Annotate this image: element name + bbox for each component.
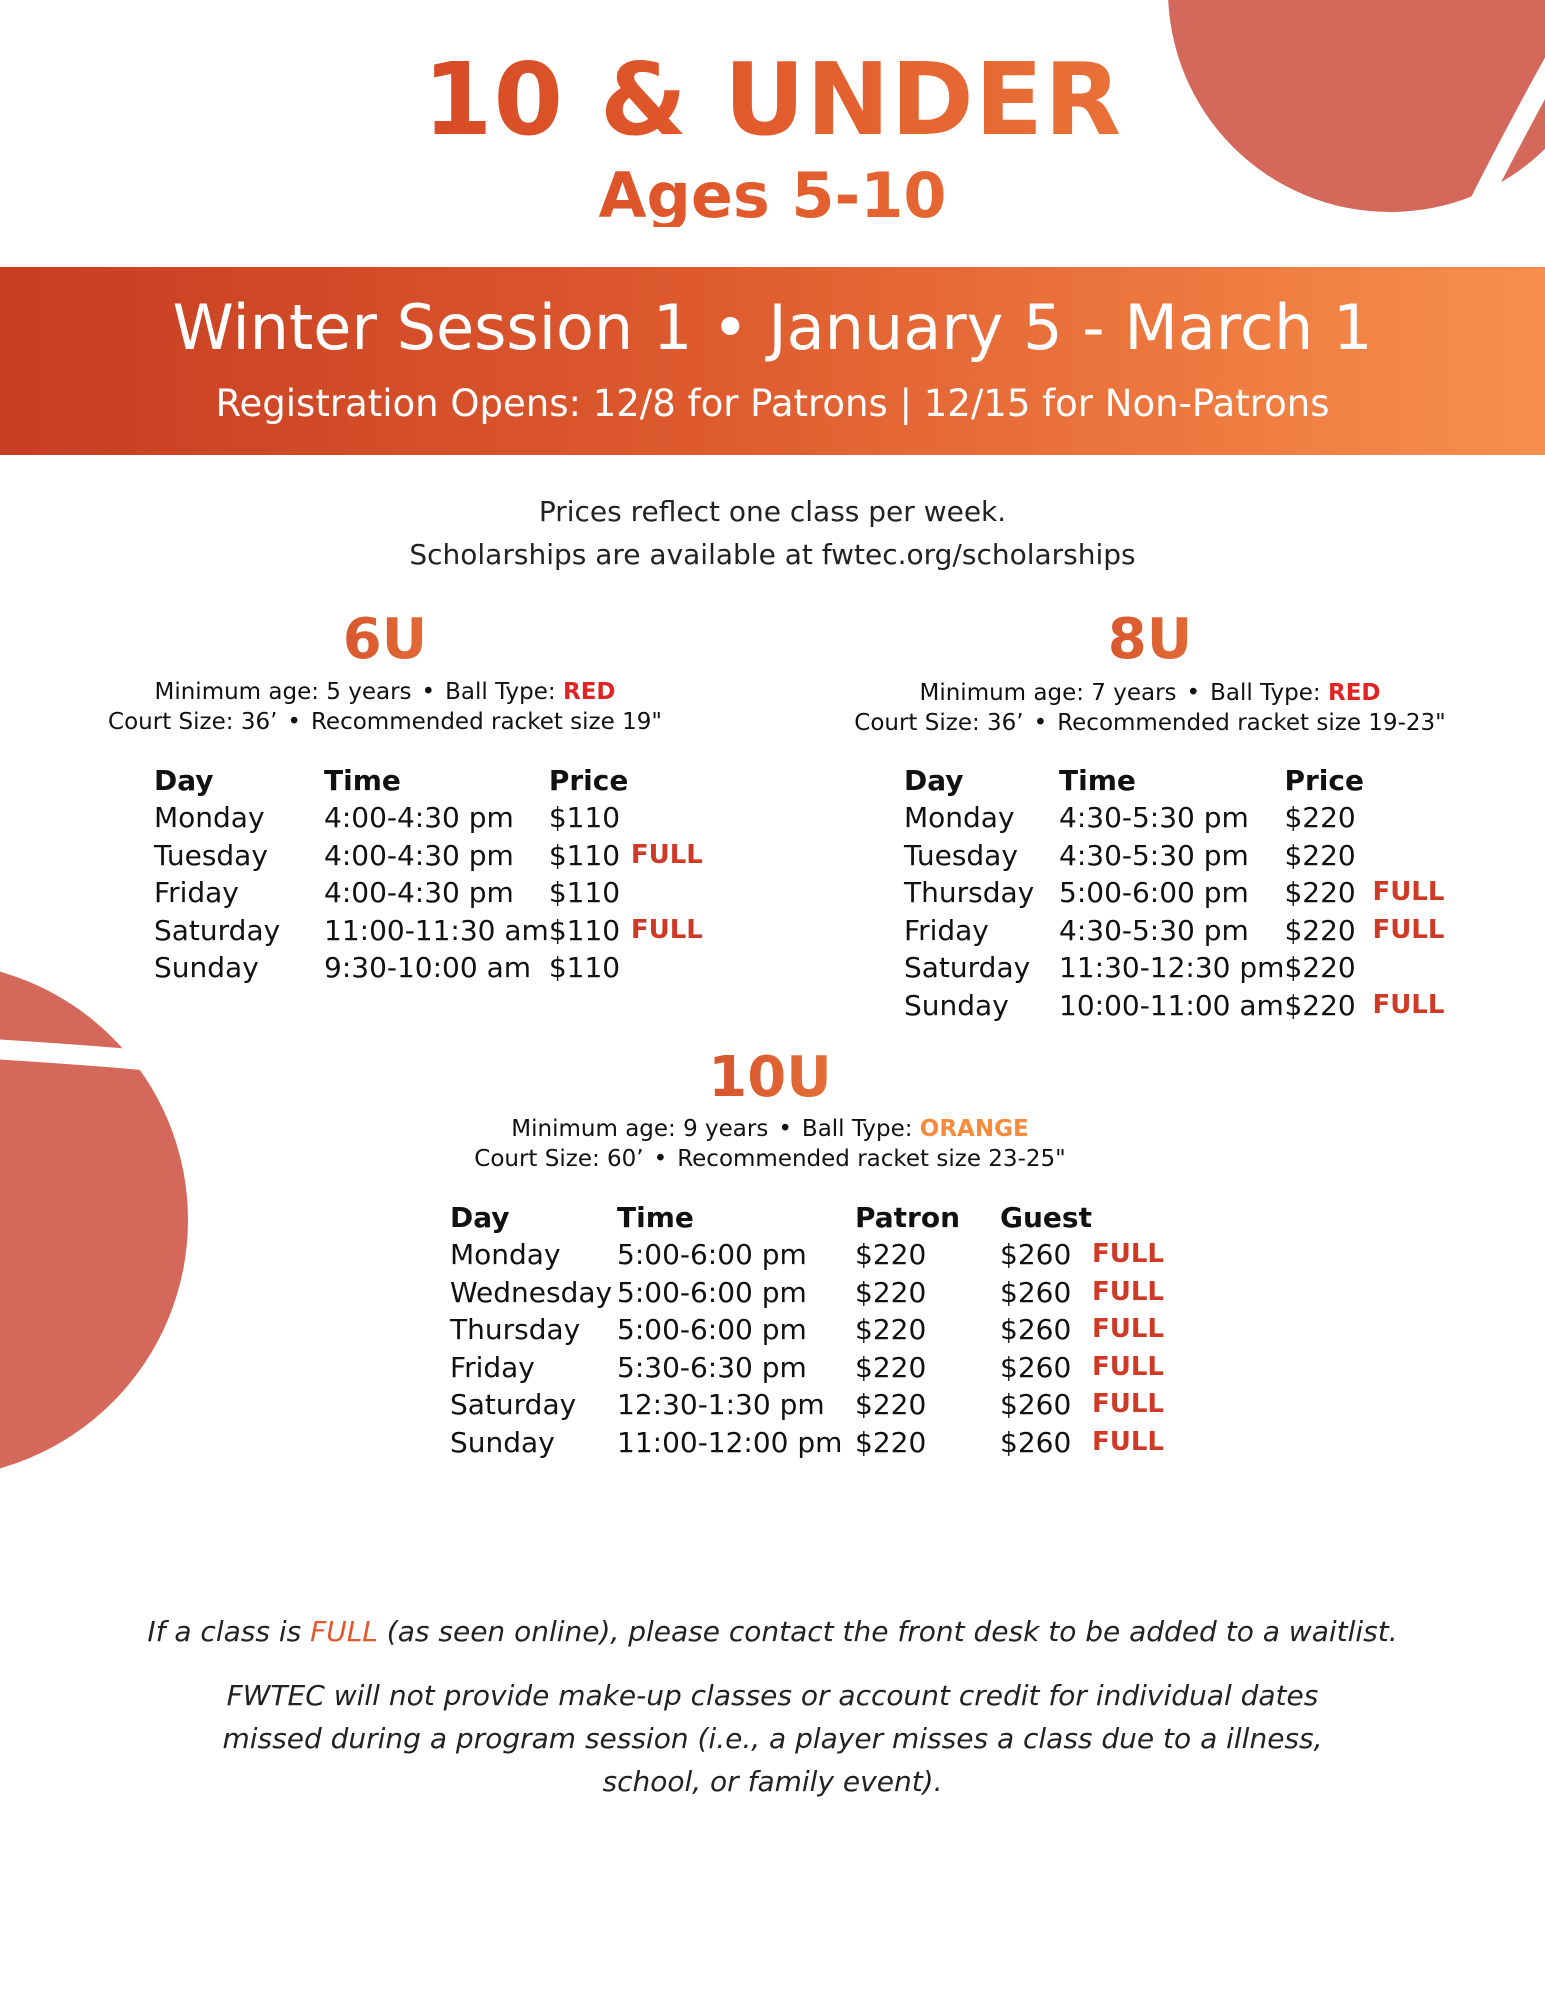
full-status-badge: FULL xyxy=(1091,1314,1164,1344)
table-cell-guest: $260 xyxy=(1000,1425,1072,1459)
table-row xyxy=(450,1349,1182,1387)
table-cell-time: 4:30-5:30 pm xyxy=(1059,913,1249,947)
full-status-badge: FULL xyxy=(630,914,703,945)
table-row xyxy=(450,1311,1182,1349)
table-cell-time: 4:00-4:30 pm xyxy=(324,801,514,834)
full-status-badge: FULL xyxy=(1091,1389,1164,1419)
table-cell-day: Thursday xyxy=(450,1313,581,1346)
page-title: 10 & UNDER xyxy=(0,50,1545,150)
table-cell-day: Sunday xyxy=(450,1425,555,1459)
table-cell-time: 11:30-12:30 pm xyxy=(1059,951,1285,984)
table-row xyxy=(450,1424,1182,1462)
column-header: Time xyxy=(324,764,401,797)
ball-label: Ball Type: xyxy=(801,1116,913,1142)
racket-size: Recommended racket size 23-25" xyxy=(677,1146,1066,1172)
table-cell-day: Saturday xyxy=(154,913,281,947)
table-cell-price: $220 xyxy=(1284,801,1356,834)
court-size: Court Size: 60’ xyxy=(474,1146,644,1172)
table-cell-price: $110 xyxy=(548,876,621,909)
scholarship-note: Scholarships are available at fwtec.org/scholarships xyxy=(409,538,1136,571)
table-row xyxy=(154,799,721,837)
table-row xyxy=(450,1386,1182,1424)
column-header: Price xyxy=(1284,764,1364,797)
table-cell-patron: $220 xyxy=(855,1425,927,1459)
table-cell-guest: $260 xyxy=(1000,1350,1072,1384)
column-header: Price xyxy=(548,764,629,797)
table-row xyxy=(904,799,1462,837)
division-meta-6u: Minimum age: 5 years • Ball Type: RED Court Size: 36’ • Recommended racket size 19" xyxy=(108,679,662,735)
full-label: FULL xyxy=(310,1615,378,1648)
table-cell-day: Monday xyxy=(154,801,265,834)
table-cell-time: 5:30-6:30 pm xyxy=(617,1350,807,1384)
table-cell-day: Thursday xyxy=(904,876,1035,909)
division-heading-6u: 6U xyxy=(195,612,575,668)
schedule-table-6u xyxy=(154,762,721,987)
price-note: Prices reflect one class per week. xyxy=(538,495,1007,528)
full-status-badge: FULL xyxy=(630,839,703,870)
intro-text xyxy=(0,490,1545,576)
column-header: Day xyxy=(450,1201,510,1234)
table-cell-patron: $220 xyxy=(855,1388,927,1421)
table-cell-guest: $260 xyxy=(1000,1388,1072,1421)
full-status-badge: FULL xyxy=(1091,1351,1164,1382)
min-age: Minimum age: 9 years xyxy=(511,1116,769,1142)
table-cell-price: $220 xyxy=(1284,876,1356,909)
table-cell-price: $220 xyxy=(1284,838,1356,872)
full-status-badge: FULL xyxy=(1372,877,1445,907)
table-cell-price: $110 xyxy=(548,801,621,834)
table-cell-day: Tuesday xyxy=(904,838,1018,872)
column-header: Time xyxy=(617,1201,694,1234)
table-cell-guest: $260 xyxy=(1000,1275,1072,1309)
table-cell-price: $220 xyxy=(1284,988,1356,1022)
table-cell-guest: $260 xyxy=(1000,1238,1072,1271)
table-row xyxy=(450,1274,1182,1312)
min-age: Minimum age: 5 years xyxy=(154,679,412,705)
full-status-badge: FULL xyxy=(1091,1239,1164,1269)
full-status-badge xyxy=(631,874,721,912)
schedule-table-8u xyxy=(904,762,1462,1024)
table-cell-time: 5:00-6:00 pm xyxy=(617,1313,807,1346)
table-cell-time: 4:00-4:30 pm xyxy=(324,838,514,872)
table-row xyxy=(154,912,721,950)
column-header: Patron xyxy=(855,1201,961,1234)
division-heading-8u: 8U xyxy=(960,612,1340,668)
table-cell-day: Monday xyxy=(904,801,1015,834)
ball-type: ORANGE xyxy=(919,1116,1029,1142)
table-row xyxy=(904,987,1462,1025)
full-status-badge: FULL xyxy=(1091,1426,1164,1457)
table-cell-time: 10:00-11:00 am xyxy=(1059,988,1284,1022)
ball-label: Ball Type: xyxy=(1210,680,1321,706)
table-cell-day: Wednesday xyxy=(450,1275,613,1309)
racket-size: Recommended racket size 19-23" xyxy=(1057,710,1446,736)
division-meta-10u: Minimum age: 9 years • Ball Type: ORANGE Court Size: 60’ • Recommended racket size 23-25" xyxy=(474,1116,1066,1172)
table-cell-day: Saturday xyxy=(450,1388,577,1421)
table-cell-time: 4:00-4:30 pm xyxy=(324,876,514,909)
table-header-row xyxy=(154,762,721,799)
table-cell-time: 11:00-11:30 am xyxy=(324,913,549,947)
age-range-subtitle: Ages 5-10 xyxy=(0,165,1545,227)
column-header: Time xyxy=(1059,764,1136,797)
table-cell-time: 5:00-6:00 pm xyxy=(617,1238,807,1271)
ball-type: RED xyxy=(1327,680,1381,706)
table-header-row xyxy=(904,762,1462,799)
schedule-table-10u xyxy=(450,1199,1182,1461)
table-cell-time: 5:00-6:00 pm xyxy=(1059,876,1249,909)
table-cell-time: 5:00-6:00 pm xyxy=(617,1275,807,1309)
table-row xyxy=(154,837,721,875)
table-cell-price: $220 xyxy=(1284,913,1356,947)
table-cell-day: Friday xyxy=(154,876,239,909)
full-status-badge: FULL xyxy=(1091,1276,1164,1307)
waitlist-note: If a class is FULL (as seen online), please contact the front desk to be added to a waitlist. xyxy=(147,1615,1398,1648)
table-cell-time: 4:30-5:30 pm xyxy=(1059,838,1249,872)
table-cell-patron: $220 xyxy=(855,1313,927,1346)
table-cell-day: Saturday xyxy=(904,951,1031,984)
table-cell-patron: $220 xyxy=(855,1238,927,1271)
table-cell-day: Sunday xyxy=(904,988,1009,1022)
table-cell-day: Friday xyxy=(904,913,989,947)
table-cell-day: Monday xyxy=(450,1238,561,1271)
column-header: Day xyxy=(904,764,964,797)
table-cell-price: $220 xyxy=(1284,951,1356,984)
table-cell-day: Friday xyxy=(450,1350,535,1384)
session-title: Winter Session 1 • January 5 - March 1 xyxy=(172,291,1373,364)
table-cell-day: Sunday xyxy=(154,951,259,984)
table-row xyxy=(154,949,721,987)
table-row xyxy=(904,912,1462,950)
table-header-row xyxy=(450,1199,1182,1236)
table-cell-patron: $220 xyxy=(855,1275,927,1309)
min-age: Minimum age: 7 years xyxy=(919,680,1177,706)
column-header: Day xyxy=(154,764,214,797)
table-row xyxy=(904,949,1462,987)
full-status-badge: FULL xyxy=(1372,914,1445,945)
table-cell-patron: $220 xyxy=(855,1350,927,1384)
ball-label: Ball Type: xyxy=(445,679,556,705)
column-header: Guest xyxy=(1000,1201,1092,1234)
full-status-badge xyxy=(1372,837,1462,875)
table-row xyxy=(154,874,721,912)
full-status-badge: FULL xyxy=(1372,989,1445,1020)
racket-size: Recommended racket size 19" xyxy=(310,709,662,735)
table-row xyxy=(904,837,1462,875)
table-cell-time: 11:00-12:00 pm xyxy=(617,1425,843,1459)
table-cell-time: 4:30-5:30 pm xyxy=(1059,801,1249,834)
table-row xyxy=(450,1236,1182,1274)
table-cell-day: Tuesday xyxy=(154,838,268,872)
session-banner xyxy=(0,267,1545,455)
table-cell-price: $110 xyxy=(548,838,621,872)
table-cell-price: $110 xyxy=(548,913,621,947)
makeup-policy-note: FWTEC will not provide make-up classes or account credit for individual dates missed during a program session (i.e., a player misses a class due to a illness, school, or family event). xyxy=(222,1679,1323,1798)
division-meta-8u: Minimum age: 7 years • Ball Type: RED Court Size: 36’ • Recommended racket size 19-23" xyxy=(854,680,1446,736)
division-heading-10u: 10U xyxy=(570,1050,970,1106)
table-cell-time: 12:30-1:30 pm xyxy=(617,1388,825,1421)
ball-type: RED xyxy=(562,679,616,705)
registration-dates: Registration Opens: 12/8 for Patrons | 12/15 for Non-Patrons xyxy=(215,382,1330,425)
full-status-badge xyxy=(631,949,721,987)
table-cell-price: $110 xyxy=(548,951,621,984)
court-size: Court Size: 36’ xyxy=(854,710,1024,736)
full-status-badge xyxy=(1372,799,1462,837)
full-status-badge xyxy=(1372,949,1462,987)
table-cell-guest: $260 xyxy=(1000,1313,1072,1346)
court-size: Court Size: 36’ xyxy=(108,709,278,735)
table-cell-time: 9:30-10:00 am xyxy=(324,951,532,984)
table-row xyxy=(904,874,1462,912)
full-status-badge xyxy=(631,799,721,837)
